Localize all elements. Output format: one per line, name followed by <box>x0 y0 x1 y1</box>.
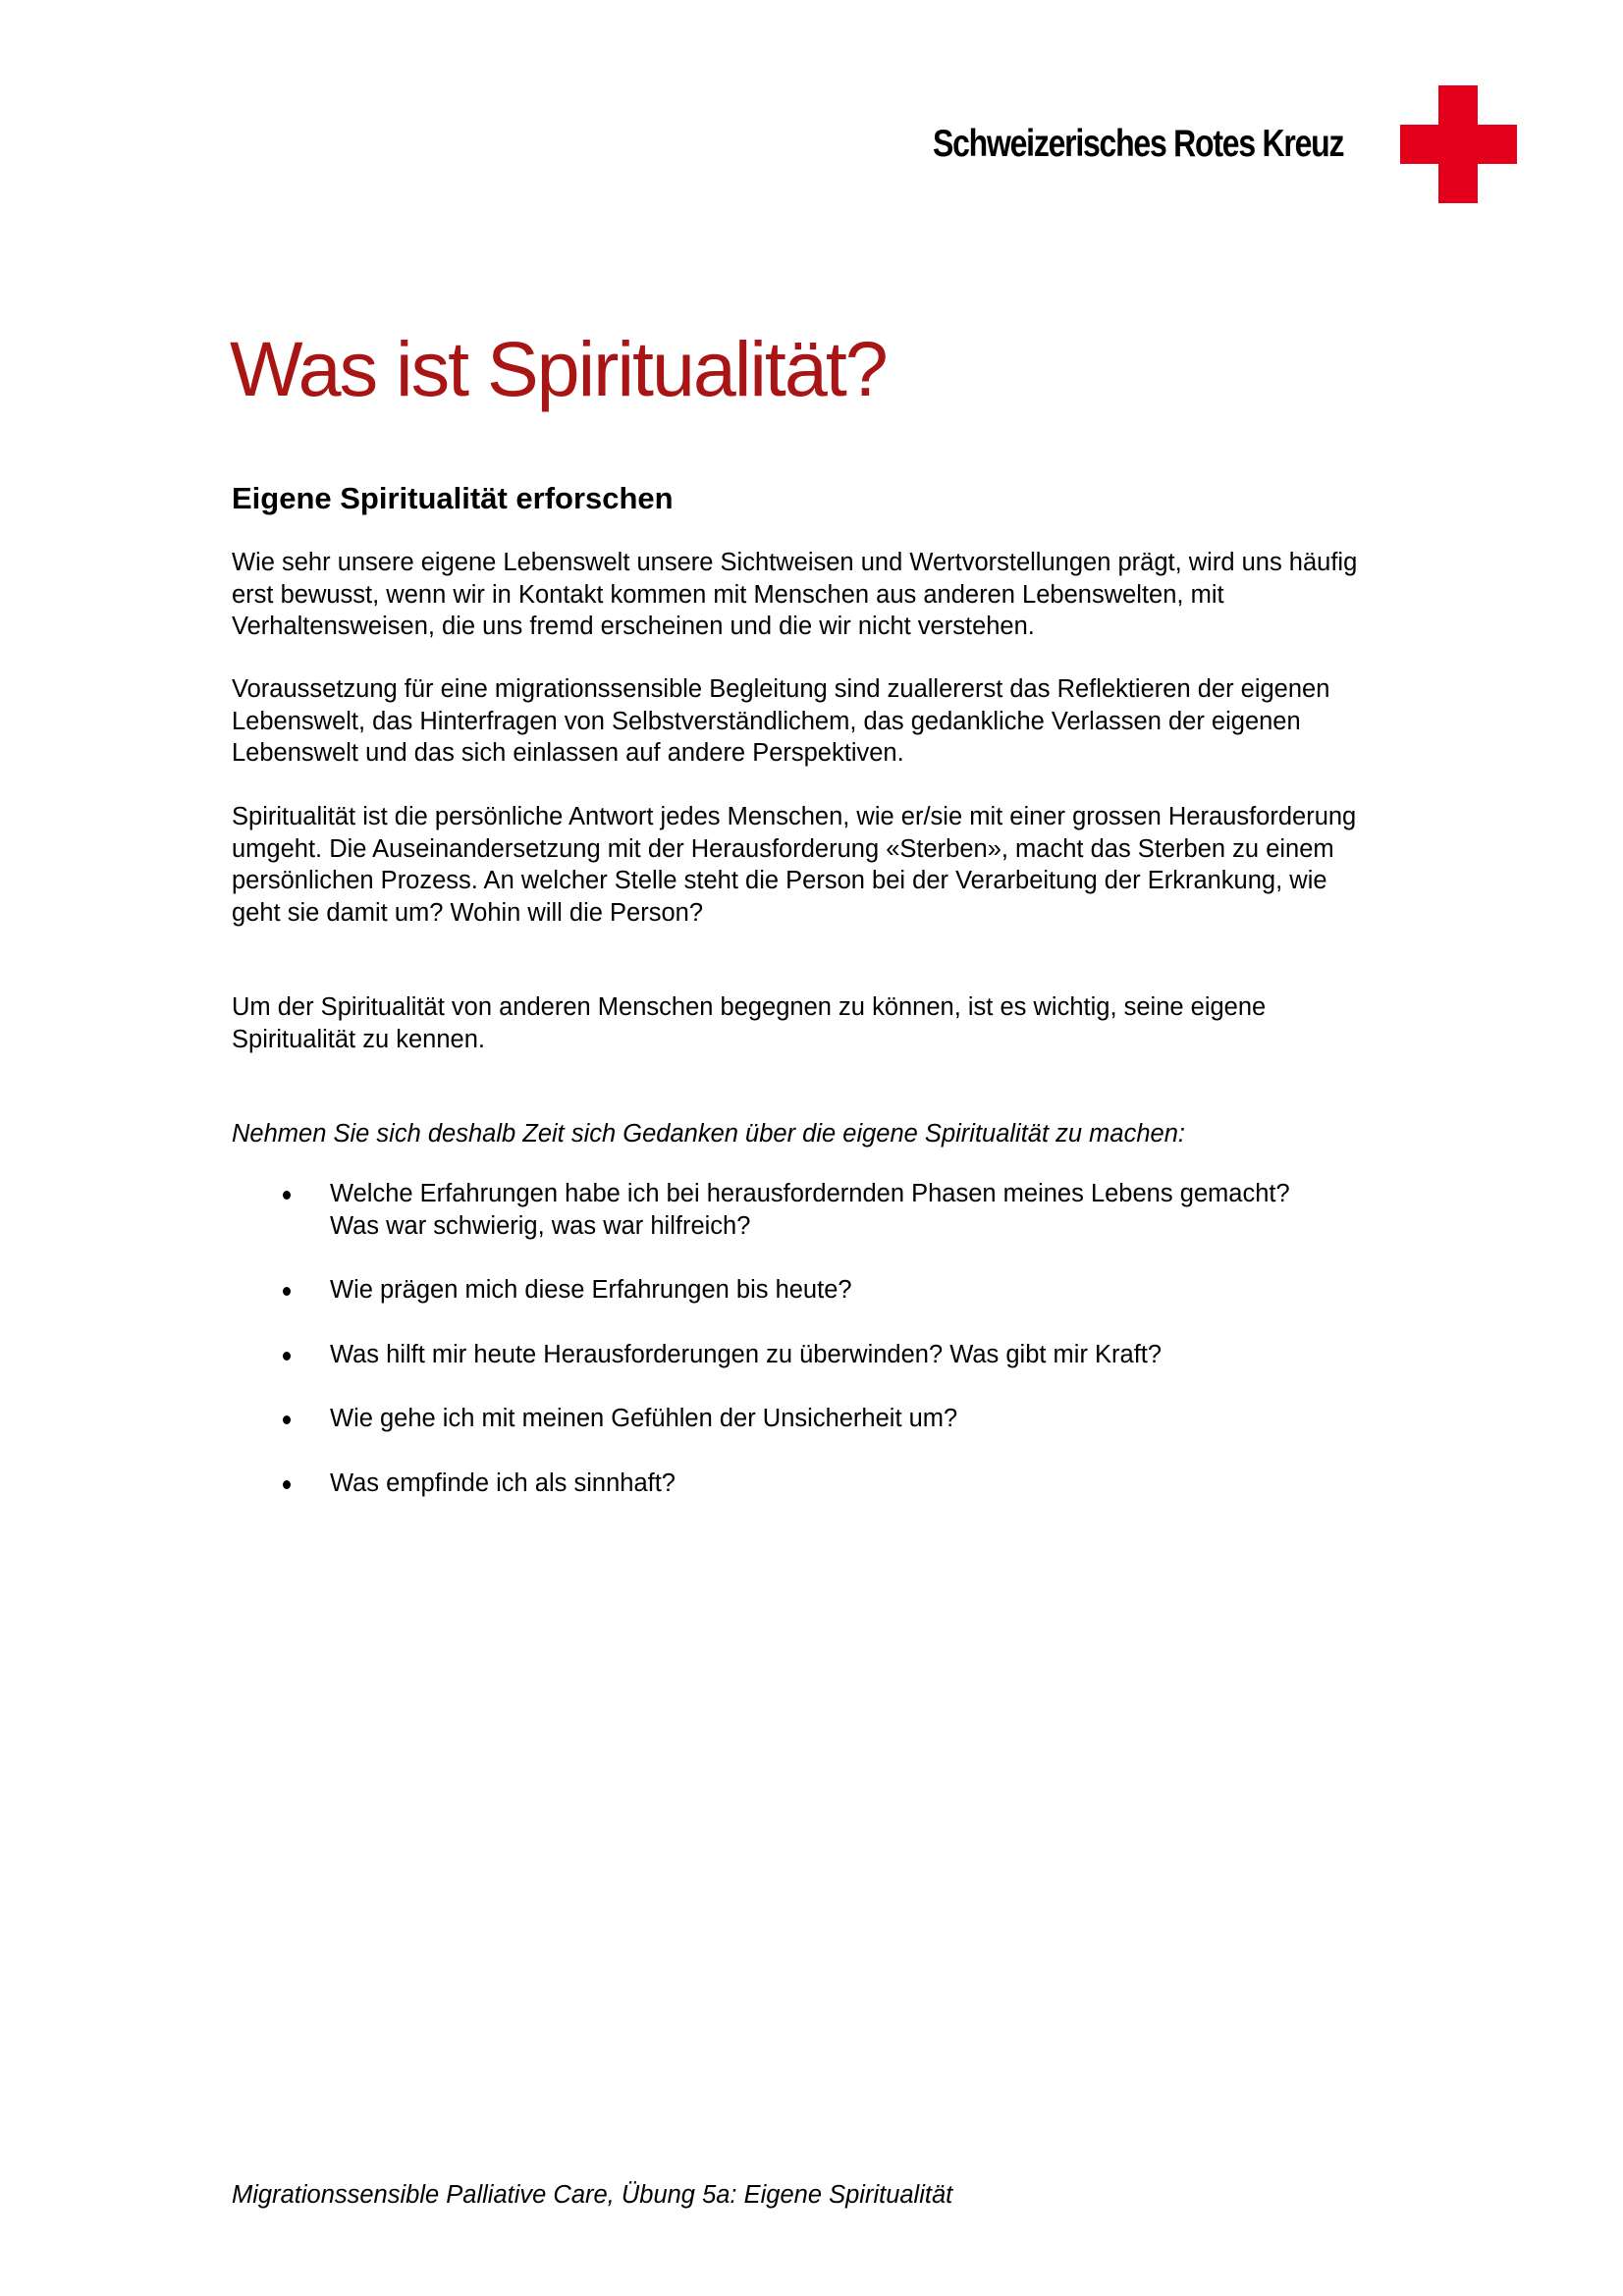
paragraph-4 <box>232 991 1508 1055</box>
text-line: Was war schwierig, was war hilfreich? <box>330 1211 751 1240</box>
list-item <box>232 1274 1290 1307</box>
page-title: Was ist Spiritualität? <box>230 325 887 412</box>
text-line: Welche Erfahrungen habe ich bei herausfordernden Phasen meines Lebens gemacht? <box>330 1180 1290 1207</box>
text-line: persönlichen Prozess. An welcher Stelle steht die Person bei der Verarbeitung der Erkrankung, wie <box>232 867 1327 894</box>
paragraph-1 <box>232 547 1508 643</box>
question-list <box>232 1178 1290 1531</box>
text-line: Lebenswelt und das sich einlassen auf andere Perspektiven. <box>232 739 904 767</box>
reflection-prompt <box>232 1118 1508 1150</box>
list-item <box>232 1178 1290 1242</box>
text-line: erst bewusst, wenn wir in Kontakt kommen mit Menschen aus anderen Lebenswelten, mit <box>232 580 1224 609</box>
text-line: Nehmen Sie sich deshalb Zeit sich Gedanken über die eigene Spiritualität zu machen: <box>232 1120 1185 1148</box>
page-footer: Migrationssensible Palliative Care, Übung 5a: Eigene Spiritualität <box>232 2181 953 2209</box>
cross-horizontal-bar <box>1400 125 1517 164</box>
list-item <box>232 1339 1290 1371</box>
organization-name: Schweizerisches Rotes Kreuz <box>933 123 1344 165</box>
text-line: umgeht. Die Auseinandersetzung mit der Herausforderung «Sterben», macht das Sterben zu einem <box>232 834 1334 863</box>
bullet-icon <box>283 1352 291 1361</box>
paragraph-3 <box>232 801 1508 929</box>
bullet-icon <box>283 1287 291 1296</box>
text-line: Spiritualität zu kennen. <box>232 1025 485 1053</box>
text-line: Spiritualität ist die persönliche Antwort jedes Menschen, wie er/sie mit einer grossen Herausforderung <box>232 803 1357 830</box>
text-line: Was empfinde ich als sinnhaft? <box>330 1468 676 1497</box>
text-line: Um der Spiritualität von anderen Menschen begegnen zu können, ist es wichtig, seine eigene <box>232 993 1267 1021</box>
text-line: Wie sehr unsere eigene Lebenswelt unsere Sichtweisen und Wertvorstellungen prägt, wird uns häufig <box>232 549 1358 576</box>
red-cross-icon <box>1400 85 1517 203</box>
text-line: Wie gehe ich mit meinen Gefühlen der Unsicherheit um? <box>330 1405 958 1432</box>
text-line: Lebenswelt, das Hinterfragen von Selbstverständlichem, das gedankliche Verlassen der eigenen <box>232 707 1301 735</box>
list-item <box>232 1403 1290 1435</box>
bullet-icon <box>283 1191 291 1200</box>
text-line: Wie prägen mich diese Erfahrungen bis heute? <box>330 1276 852 1304</box>
bullet-icon <box>283 1415 291 1424</box>
section-subtitle: Eigene Spiritualität erforschen <box>232 481 674 515</box>
text-line: Was hilft mir heute Herausforderungen zu überwinden? Was gibt mir Kraft? <box>330 1340 1163 1368</box>
bullet-icon <box>283 1480 291 1489</box>
text-line: Verhaltensweisen, die uns fremd erscheinen und die wir nicht verstehen. <box>232 613 1035 640</box>
paragraph-2 <box>232 673 1508 770</box>
text-line: Voraussetzung für eine migrationssensible Begleitung sind zuallererst das Reflektieren der eigenen <box>232 675 1330 703</box>
text-line: geht sie damit um? Wohin will die Person? <box>232 898 704 927</box>
list-item <box>232 1468 1290 1500</box>
